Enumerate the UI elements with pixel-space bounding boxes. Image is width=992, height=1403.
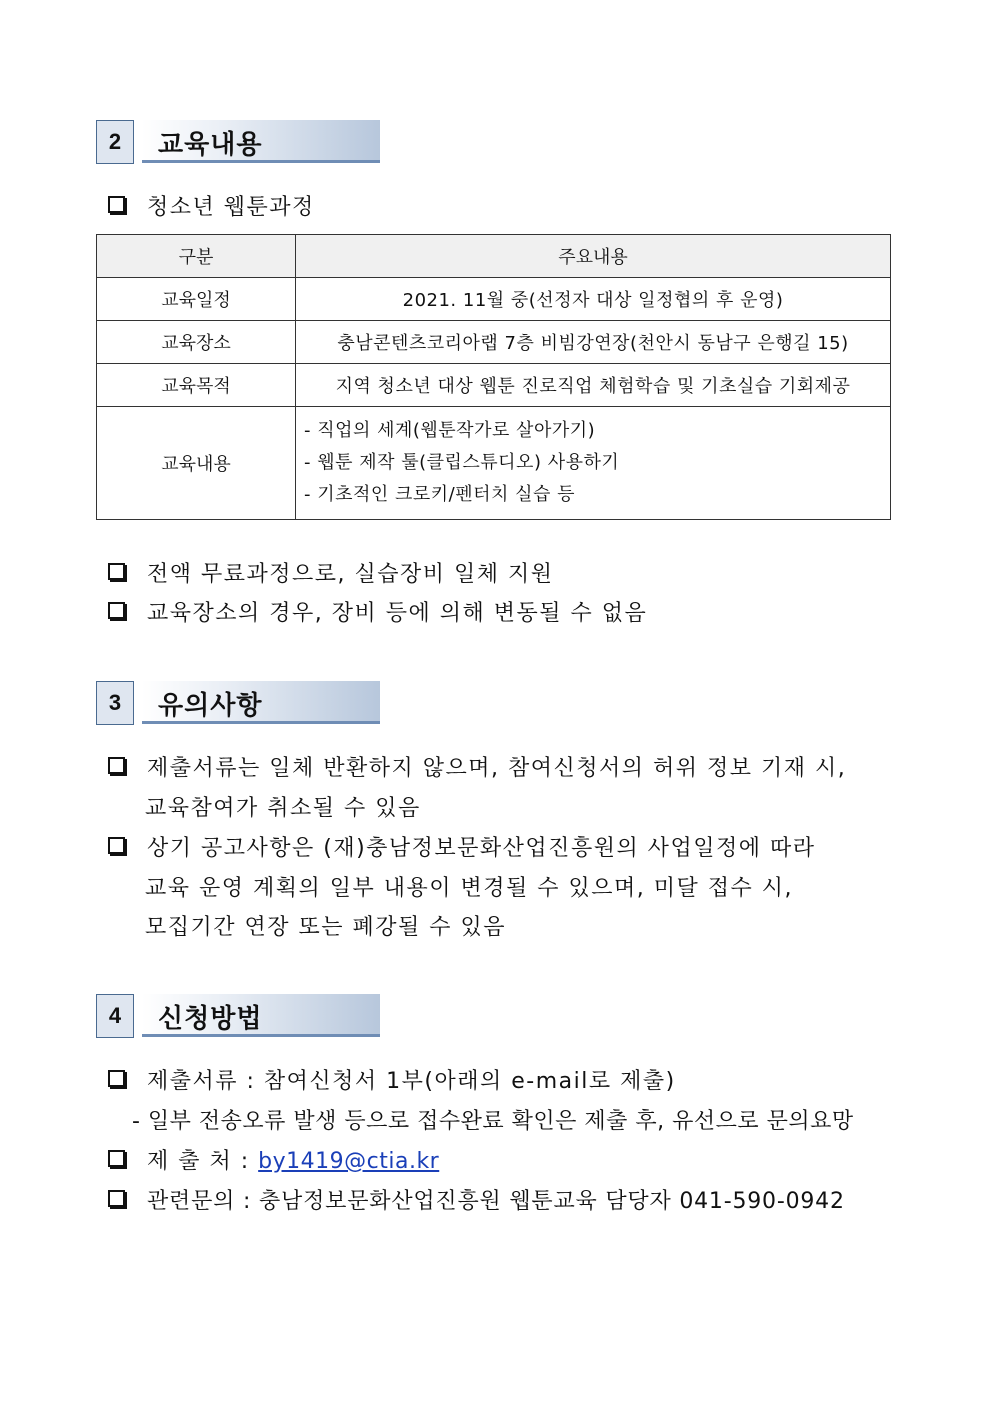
table-row xyxy=(97,364,891,407)
list-item: - 웹툰 제작 툴(클립스튜디오) 사용하기 xyxy=(304,452,620,473)
section-2-header xyxy=(96,120,380,164)
course-line xyxy=(108,190,315,221)
row-value: 지역 청소년 대상 웹툰 진로직업 체험학습 및 기초실습 기회제공 xyxy=(296,364,891,407)
section-title: 신청방법 xyxy=(158,1004,263,1034)
docs-text: 제출서류 : 참여신청서 1부(아래의 e-mail로 제출) xyxy=(147,1069,676,1094)
section-title: 교육내용 xyxy=(158,130,263,160)
contact-text: 관련문의 : 충남정보문화산업진흥원 웹툰교육 담당자 041-590-0942 xyxy=(147,1189,845,1214)
checkbox-bullet-icon xyxy=(108,563,125,580)
caution-line xyxy=(108,751,846,782)
section-title-bar xyxy=(142,681,380,724)
section-4-header xyxy=(96,994,380,1038)
content-list xyxy=(296,407,891,520)
caution-line-cont: 교육 운영 계획의 일부 내용이 변경될 수 있으며, 미달 접수 시, xyxy=(145,876,793,901)
note-text: 교육장소의 경우, 장비 등에 의해 변동될 수 없음 xyxy=(147,601,648,626)
course-name: 청소년 웹툰과정 xyxy=(147,195,315,220)
note-text: 전액 무료과정으로, 실습장비 일체 지원 xyxy=(147,562,554,587)
checkbox-bullet-icon xyxy=(108,1190,125,1207)
caution-line-cont: 모집기간 연장 또는 폐강될 수 있음 xyxy=(145,915,506,940)
section-title-bar xyxy=(142,994,380,1037)
note-line xyxy=(108,557,554,588)
checkbox-bullet-icon xyxy=(108,757,125,774)
list-item: - 기초적인 크로키/펜터치 실습 등 xyxy=(304,484,575,505)
section-title: 유의사항 xyxy=(158,691,263,721)
table-row xyxy=(97,321,891,364)
row-label: 교육내용 xyxy=(97,407,296,520)
checkbox-bullet-icon xyxy=(108,837,125,854)
section-3-header xyxy=(96,681,380,725)
row-value: 충남콘텐츠코리아랩 7층 비빔강연장(천안시 동남구 은행길 15) xyxy=(296,321,891,364)
checkbox-bullet-icon xyxy=(108,196,125,213)
checkbox-bullet-icon xyxy=(108,1070,125,1087)
section-number: 4 xyxy=(96,994,134,1038)
caution-line-cont: 교육참여가 취소될 수 있음 xyxy=(145,796,421,821)
section-number: 3 xyxy=(96,681,134,725)
submit-label: 제 출 처 : xyxy=(147,1149,259,1174)
row-label: 교육장소 xyxy=(97,321,296,364)
checkbox-bullet-icon xyxy=(108,602,125,619)
table-header-row xyxy=(97,235,891,278)
table-row xyxy=(97,278,891,321)
caution-text: 제출서류는 일체 반환하지 않으며, 참여신청서의 허위 정보 기재 시, xyxy=(147,756,847,781)
caution-line xyxy=(108,831,815,862)
email-link[interactable]: by1419@ctia.kr xyxy=(258,1149,440,1174)
table-row xyxy=(97,407,891,520)
section-title-bar xyxy=(142,120,380,163)
table-header: 구분 xyxy=(97,235,296,278)
checkbox-bullet-icon xyxy=(108,1150,125,1167)
docs-note: - 일부 전송오류 발생 등으로 접수완료 확인은 제출 후, 유선으로 문의요망 xyxy=(132,1109,854,1134)
docs-line xyxy=(108,1064,676,1095)
caution-text: 상기 공고사항은 (재)충남정보문화산업진흥원의 사업일정에 따라 xyxy=(147,836,816,861)
note-line xyxy=(108,596,647,627)
contact-line xyxy=(108,1184,845,1215)
table-header: 주요내용 xyxy=(296,235,891,278)
list-item: - 직업의 세계(웹툰작가로 살아가기) xyxy=(304,420,596,441)
row-label: 교육목적 xyxy=(97,364,296,407)
row-value: 2021. 11월 중(선정자 대상 일정협의 후 운영) xyxy=(296,278,891,321)
row-label: 교육일정 xyxy=(97,278,296,321)
submit-line xyxy=(108,1144,439,1175)
section-number: 2 xyxy=(96,120,134,164)
course-table xyxy=(96,234,891,520)
